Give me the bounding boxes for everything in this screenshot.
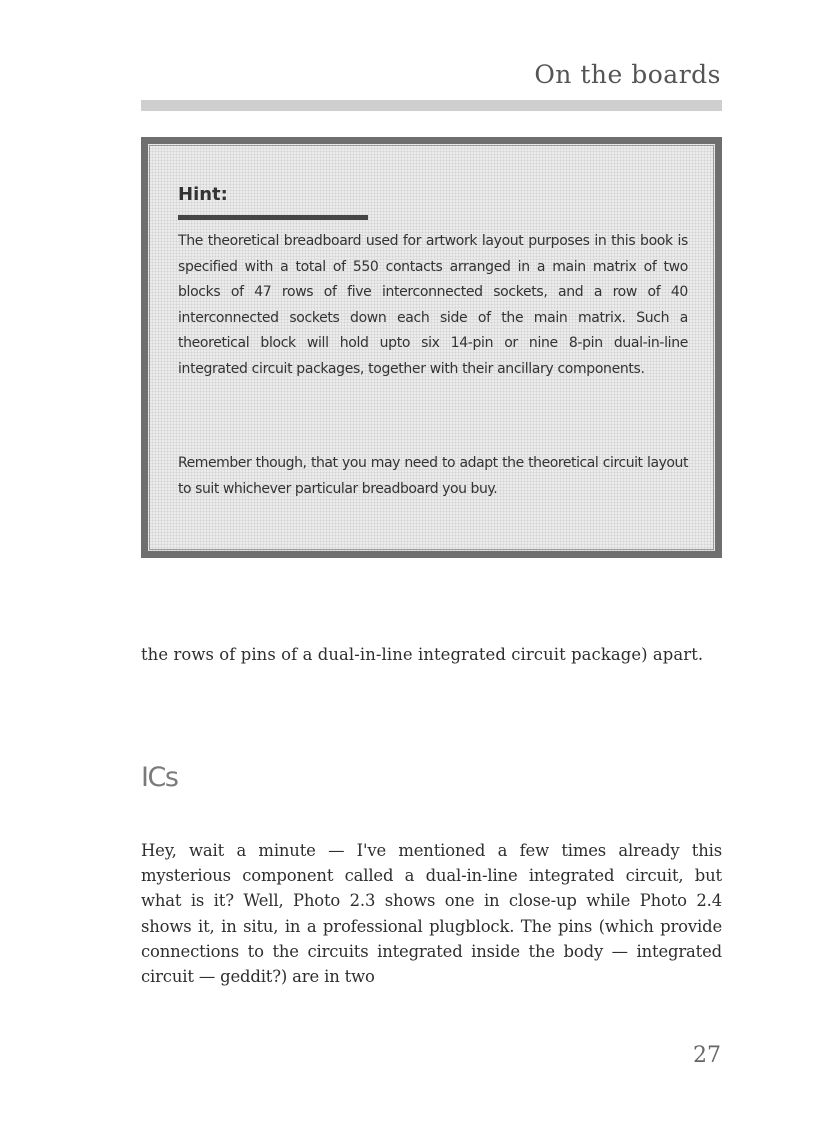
running-header-title: On the boards xyxy=(534,60,721,89)
hint-paragraph-1: The theoretical breadboard used for artwork layout purposes in this book is specified with a total of 550 contacts arranged in a main matrix of two blocks of 47 rows of five interconnected sockets, and a row of 40 interconnected sockets down each side of the main matrix. Such a theoretical block will hold upto six 14-pin or nine 8-pin dual-in-line integrated circuit packages, together with their ancillary components. xyxy=(178,233,688,377)
hint-title-underline xyxy=(178,215,368,220)
continued-paragraph: the rows of pins of a dual-in-line integrated circuit package) apart. xyxy=(141,645,704,664)
page-number: 27 xyxy=(693,1043,721,1068)
hint-box xyxy=(141,137,722,558)
header-rule xyxy=(141,100,722,111)
hint-paragraph-2: Remember though, that you may need to adapt the theoretical circuit layout to suit whichever particular breadboard you buy. xyxy=(178,455,688,497)
section-heading-ics: ICs xyxy=(141,762,178,793)
ics-paragraph: Hey, wait a minute — I've mentioned a few times already this mysterious component called a dual-in-line integrated circuit, but what is it? Well, Photo 2.3 shows one in close-up while Photo 2.4 shows it, in situ, in a professional plugblock. The pins (which provide connections to the circuits integrated inside the body — integrated circuit — geddit?) are in two xyxy=(141,841,722,987)
hint-title: Hint: xyxy=(178,184,228,205)
